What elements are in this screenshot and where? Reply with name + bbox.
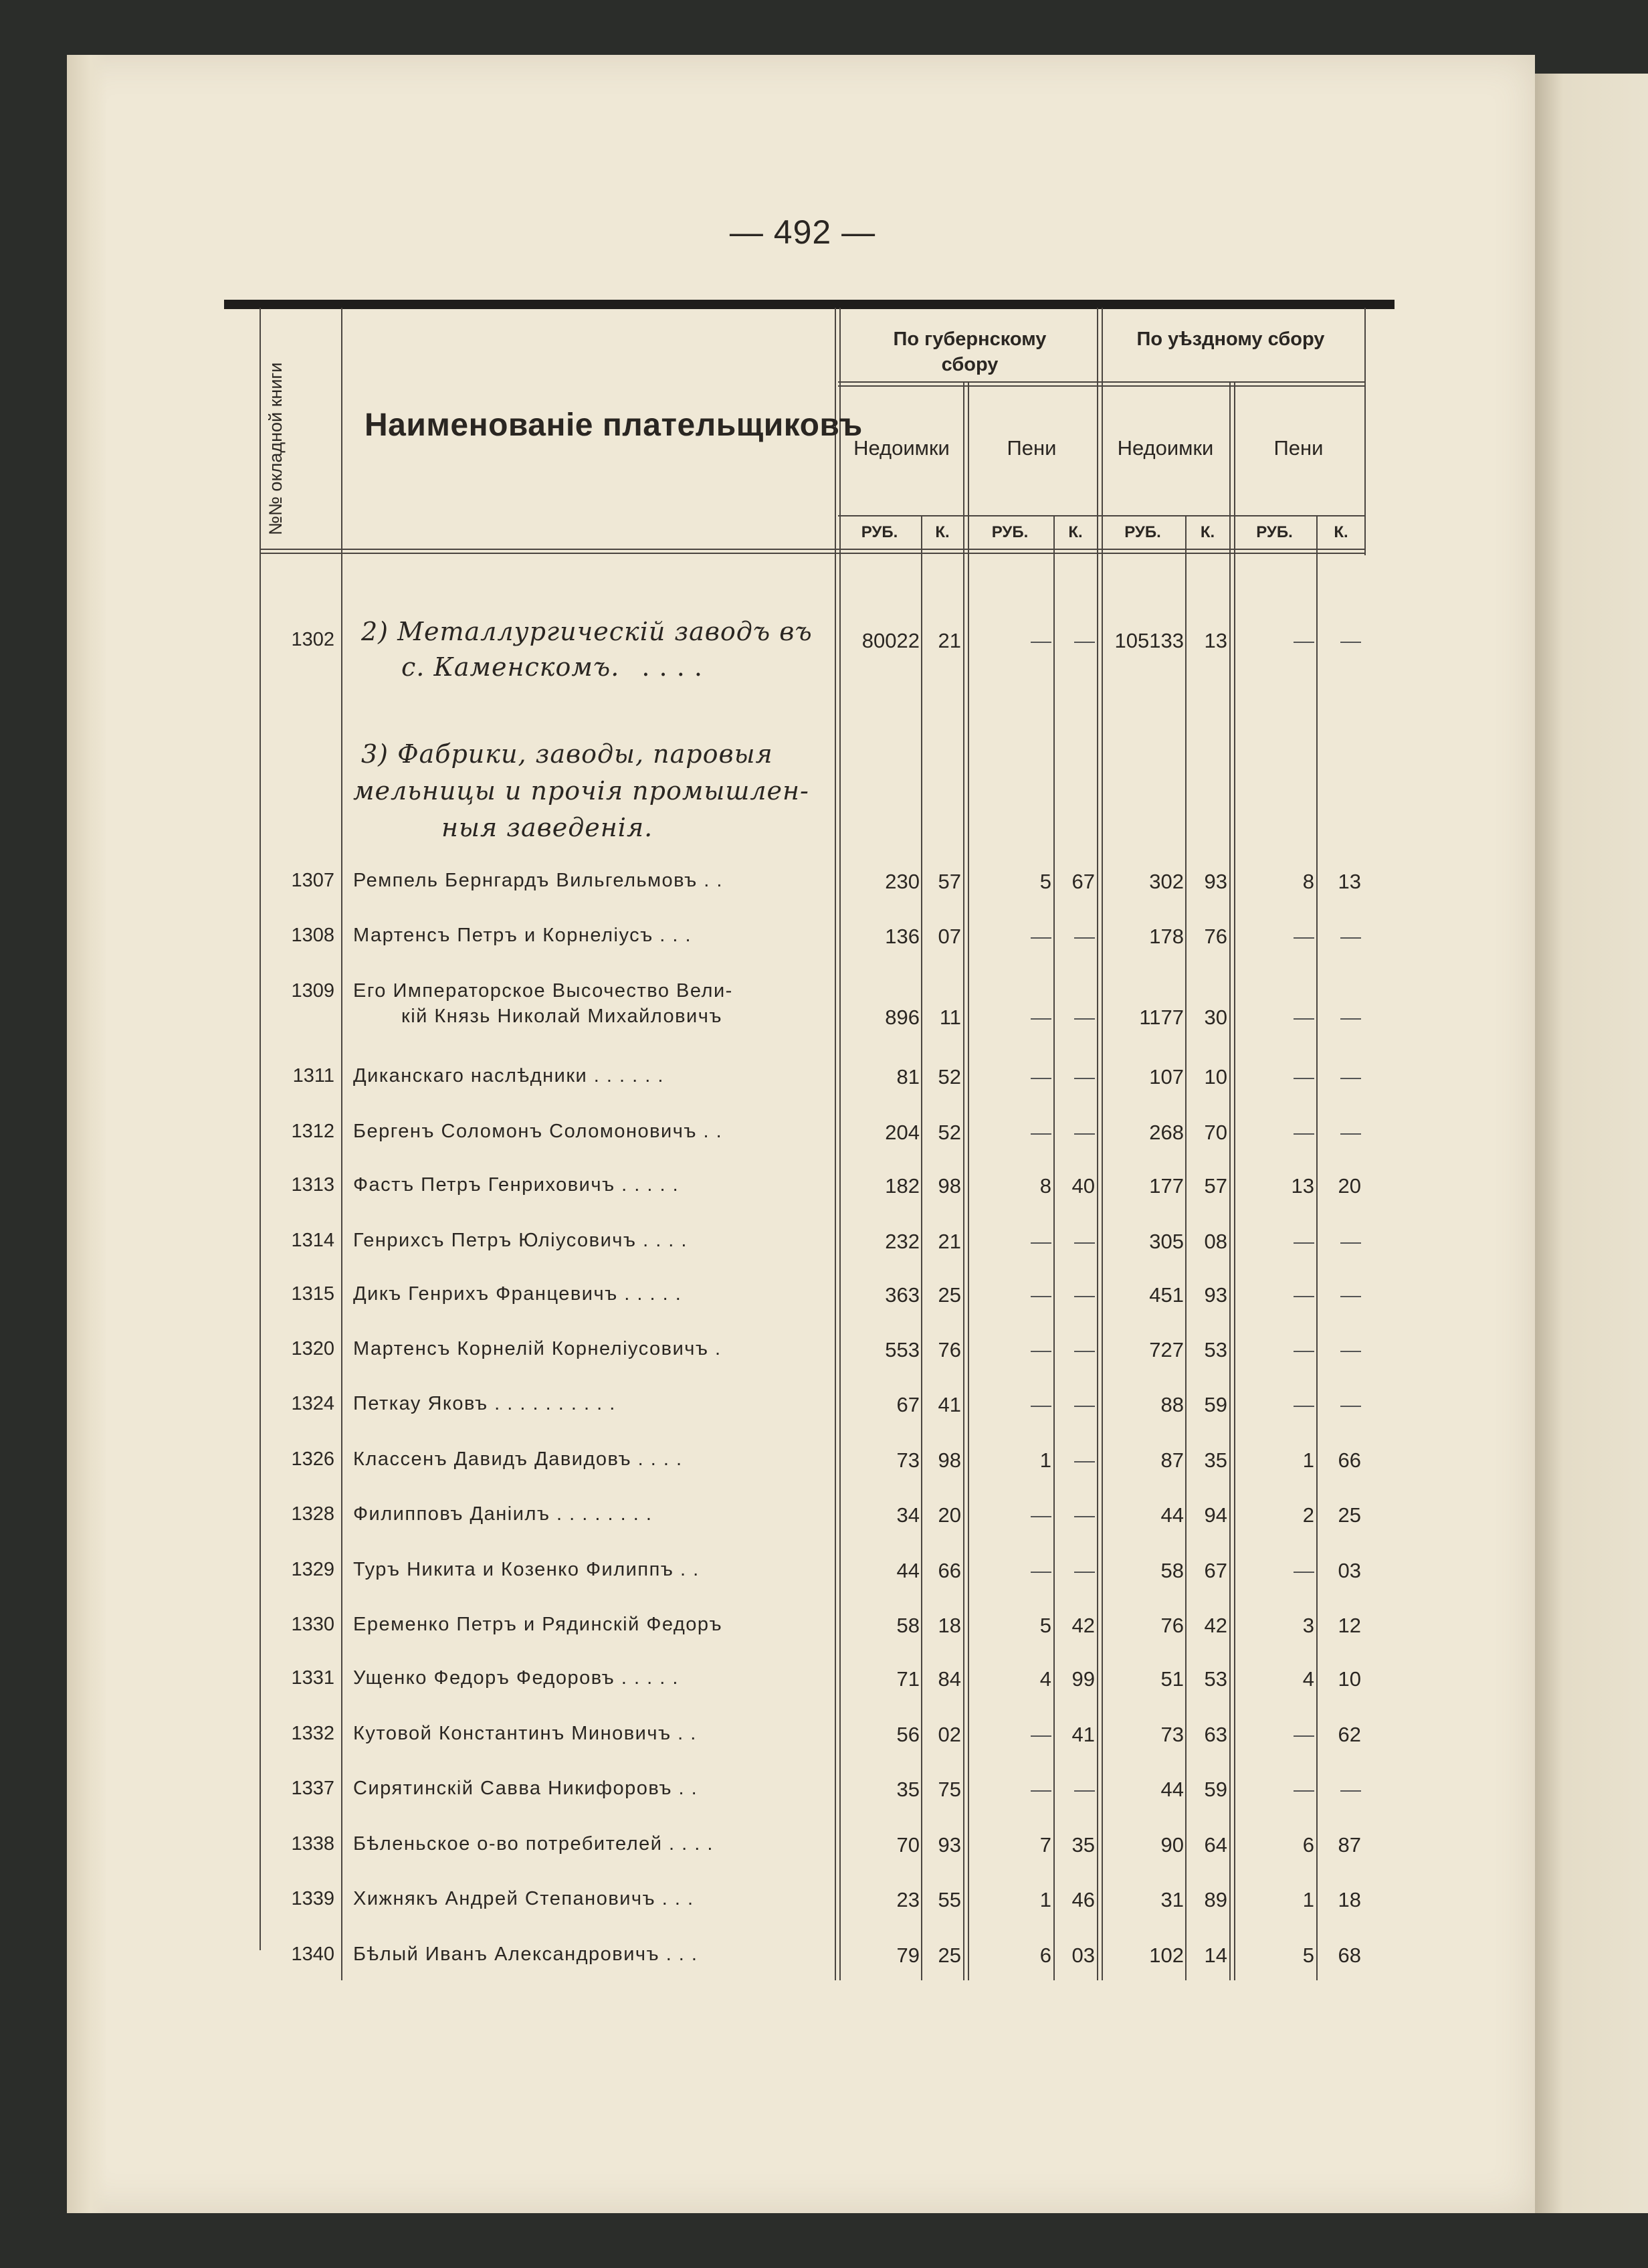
- row-value-gp-k: —: [1074, 1503, 1095, 1527]
- row-value-gp-k: 41: [1071, 1723, 1095, 1746]
- row-value-up-k: —: [1340, 1006, 1361, 1029]
- row-value-up-k: 10: [1338, 1667, 1361, 1691]
- u-arrears-header: Недоимки: [1117, 436, 1214, 460]
- row-value-g-rub: 896: [885, 1006, 920, 1029]
- row-value-g-rub: 56: [896, 1723, 920, 1746]
- row-value-u-rub: 76: [1160, 1614, 1184, 1637]
- row-payer-name: Бѣленьское о-во потребителей . . . .: [353, 1833, 714, 1855]
- row-value-u-rub: 90: [1160, 1833, 1184, 1857]
- g-rub-unit: РУБ.: [861, 523, 898, 541]
- row-book-number: 1315: [291, 1283, 334, 1305]
- row-value-up-k: —: [1340, 1338, 1361, 1361]
- row-value-g-k: 93: [938, 1833, 961, 1857]
- row-value-g-rub: 58: [896, 1614, 920, 1637]
- row-value-up-k: 12: [1338, 1614, 1361, 1637]
- row-value-g-k: 25: [938, 1283, 961, 1307]
- row-book-number: 1339: [291, 1888, 334, 1909]
- row-payer-name: Бѣлый Иванъ Александровичъ . . .: [353, 1944, 698, 1965]
- row-book-number: 1340: [291, 1944, 334, 1965]
- row-value-g-rub: 232: [885, 1230, 920, 1253]
- col-divider-up-kop: [1316, 515, 1318, 1980]
- row-value-gp-k: —: [1074, 1448, 1095, 1472]
- row-value-up-rub: —: [1294, 925, 1314, 948]
- row-value-up-rub: —: [1294, 1283, 1314, 1307]
- row-book-number: 1320: [291, 1338, 334, 1359]
- row-payer-name: Дикъ Генрихъ Францевичъ . . . . .: [353, 1283, 682, 1305]
- row-book-number: 1302: [291, 629, 334, 650]
- row-value-g-rub: 44: [896, 1559, 920, 1582]
- row-value-u-k: 13: [1204, 629, 1227, 652]
- row-payer-name: Сирятинскій Савва Никифоровъ . .: [353, 1778, 698, 1799]
- row-value-g-k: 76: [938, 1338, 961, 1361]
- row-value-u-k: 10: [1204, 1065, 1227, 1089]
- row-value-g-k: 11: [939, 1006, 961, 1029]
- row-value-up-k: 20: [1338, 1174, 1361, 1198]
- row-value-gp-rub: 8: [1039, 1174, 1051, 1198]
- row-value-gp-rub: —: [1031, 1778, 1051, 1801]
- row-value-gp-k: —: [1074, 629, 1095, 652]
- row-value-up-rub: —: [1294, 1006, 1314, 1029]
- row-value-up-k: 66: [1338, 1448, 1361, 1472]
- row-value-u-k: 93: [1204, 1283, 1227, 1307]
- row-value-gp-k: 35: [1071, 1833, 1095, 1857]
- row-value-u-k: 89: [1204, 1888, 1227, 1911]
- row-value-gp-rub: 5: [1039, 870, 1051, 893]
- row-value-u-k: 59: [1204, 1393, 1227, 1416]
- row-value-up-k: 62: [1338, 1723, 1361, 1746]
- row-value-up-k: —: [1340, 925, 1361, 948]
- row-value-gp-k: —: [1074, 1006, 1095, 1029]
- row-value-up-k: —: [1340, 1065, 1361, 1089]
- row-value-u-rub: 51: [1160, 1667, 1184, 1691]
- row-book-number: 1337: [291, 1778, 334, 1799]
- row-book-number: 1314: [291, 1230, 334, 1251]
- row-book-number: 1338: [291, 1833, 334, 1855]
- row-value-up-k: —: [1340, 1230, 1361, 1253]
- row-value-up-k: 13: [1338, 870, 1361, 893]
- row-value-g-rub: 23: [896, 1888, 920, 1911]
- row-value-u-rub: 44: [1160, 1778, 1184, 1801]
- row-value-g-rub: 34: [896, 1503, 920, 1527]
- row-value-gp-k: —: [1074, 925, 1095, 948]
- row-value-g-rub: 230: [885, 870, 920, 893]
- row-value-up-rub: —: [1294, 1338, 1314, 1361]
- g-kop-unit: К.: [935, 523, 950, 541]
- row-value-u-k: 30: [1204, 1006, 1227, 1029]
- row-value-g-rub: 79: [896, 1944, 920, 1967]
- row-value-u-rub: 88: [1160, 1393, 1184, 1416]
- row-value-gp-k: —: [1074, 1338, 1095, 1361]
- row-payer-name: Филипповъ Даніилъ . . . . . . . .: [353, 1503, 653, 1525]
- row-value-g-k: 25: [938, 1944, 961, 1967]
- row-payer-name: Мартенсъ Корнелій Корнеліусовичъ .: [353, 1338, 722, 1359]
- row-value-up-rub: 8: [1302, 870, 1314, 893]
- row-value-up-k: —: [1340, 629, 1361, 652]
- row-value-up-rub: 3: [1302, 1614, 1314, 1637]
- g-penalties-header: Пени: [1007, 436, 1057, 460]
- row-value-u-rub: 451: [1149, 1283, 1184, 1307]
- col-divider-number: [341, 308, 342, 1980]
- col-divider-u-kop: [1185, 515, 1187, 1980]
- row-value-u-rub: 107: [1149, 1065, 1184, 1089]
- row-value-up-rub: 4: [1302, 1667, 1314, 1691]
- row-value-u-k: 67: [1204, 1559, 1227, 1582]
- row-book-number: 1332: [291, 1723, 334, 1744]
- row-value-gp-rub: —: [1031, 1723, 1051, 1746]
- row-book-number: 1313: [291, 1174, 334, 1196]
- row-value-gp-k: —: [1074, 1393, 1095, 1416]
- row-value-u-rub: 102: [1149, 1944, 1184, 1967]
- row-value-up-k: 03: [1338, 1559, 1361, 1582]
- up-kop-unit: К.: [1334, 523, 1348, 541]
- page-number: — 492 —: [729, 213, 876, 251]
- row-value-u-k: 42: [1204, 1614, 1227, 1637]
- row-payer-name: Ущенко Федоръ Федоровъ . . . . .: [353, 1667, 679, 1689]
- row-value-gp-k: 03: [1071, 1944, 1095, 1967]
- row-value-g-k: 02: [938, 1723, 961, 1746]
- row-book-number: 1307: [291, 870, 334, 891]
- row-value-g-rub: 80022: [861, 629, 920, 652]
- row-value-up-rub: —: [1294, 1778, 1314, 1801]
- row-value-gp-rub: 1: [1039, 1448, 1051, 1472]
- row-value-gp-rub: —: [1031, 1338, 1051, 1361]
- u-rub-unit: РУБ.: [1124, 523, 1161, 541]
- row-value-u-rub: 305: [1149, 1230, 1184, 1253]
- row-value-gp-k: —: [1074, 1230, 1095, 1253]
- row-value-up-rub: 2: [1302, 1503, 1314, 1527]
- row-value-g-k: 55: [938, 1888, 961, 1911]
- row-value-g-k: 41: [938, 1393, 961, 1416]
- row-value-up-rub: —: [1294, 1723, 1314, 1746]
- row-value-u-rub: 177: [1149, 1174, 1184, 1198]
- row-value-g-k: 98: [938, 1448, 961, 1472]
- row-value-gp-rub: —: [1031, 1230, 1051, 1253]
- payer-name-header: Наименованіе плательщиковъ: [365, 407, 863, 443]
- row-value-u-k: 59: [1204, 1778, 1227, 1801]
- section-factories-line2: мельницы и прочія промышлен-: [353, 776, 809, 806]
- page-edge-shading: [67, 55, 107, 2213]
- row-value-gp-rub: —: [1031, 1283, 1051, 1307]
- row-value-gp-rub: 1: [1039, 1888, 1051, 1911]
- row-value-gp-k: 67: [1071, 870, 1095, 893]
- row-payer-name: Кутовой Константинъ Миновичъ . .: [353, 1723, 697, 1744]
- row-book-number: 1311: [292, 1065, 334, 1086]
- u-penalties-header: Пени: [1273, 436, 1324, 460]
- row-value-up-k: —: [1340, 1283, 1361, 1307]
- row-value-u-k: 35: [1204, 1448, 1227, 1472]
- u-kop-unit: К.: [1200, 523, 1215, 541]
- row-payer-name: Бергенъ Соломонъ Соломоновичъ . .: [353, 1121, 723, 1142]
- row-book-number: 1331: [291, 1667, 334, 1689]
- row-value-up-k: 68: [1338, 1944, 1361, 1967]
- row-value-u-rub: 73: [1160, 1723, 1184, 1746]
- row-value-u-k: 08: [1204, 1230, 1227, 1253]
- row-value-g-k: 52: [938, 1121, 961, 1144]
- row-value-gp-k: —: [1074, 1121, 1095, 1144]
- row-value-gp-rub: —: [1031, 1065, 1051, 1089]
- row-value-gp-rub: —: [1031, 1121, 1051, 1144]
- row-payer-name: Диканскаго наслѣдники . . . . . .: [353, 1065, 664, 1086]
- top-rule: [224, 300, 1395, 309]
- row-value-gp-k: —: [1074, 1065, 1095, 1089]
- header-unit-rule: [838, 515, 1364, 516]
- row-value-u-rub: 727: [1149, 1338, 1184, 1361]
- row-value-up-k: 18: [1338, 1888, 1361, 1911]
- row-value-u-k: 53: [1204, 1667, 1227, 1691]
- row-value-up-rub: —: [1294, 1393, 1314, 1416]
- row-value-g-k: 66: [938, 1559, 961, 1582]
- row-value-up-k: —: [1340, 1778, 1361, 1801]
- row-value-u-k: 64: [1204, 1833, 1227, 1857]
- row-value-u-rub: 44: [1160, 1503, 1184, 1527]
- gubernia-header: По губернскому сбору: [893, 328, 1047, 375]
- row-value-up-rub: 13: [1291, 1174, 1314, 1198]
- up-rub-unit: РУБ.: [1256, 523, 1293, 541]
- row-value-u-k: 57: [1204, 1174, 1227, 1198]
- row-value-g-k: 98: [938, 1174, 961, 1198]
- row-value-g-rub: 70: [896, 1833, 920, 1857]
- row-value-u-k: 93: [1204, 870, 1227, 893]
- row-value-u-rub: 87: [1160, 1448, 1184, 1472]
- gp-kop-unit: К.: [1068, 523, 1083, 541]
- row-value-up-k: —: [1340, 1393, 1361, 1416]
- row-value-up-rub: 5: [1302, 1944, 1314, 1967]
- row-value-up-k: —: [1340, 1121, 1361, 1144]
- row-payer-name: Мартенсъ Петръ и Корнеліусъ . . .: [353, 925, 692, 946]
- row-value-u-k: 94: [1204, 1503, 1227, 1527]
- row-value-u-k: 76: [1204, 925, 1227, 948]
- row-value-gp-rub: —: [1031, 1393, 1051, 1416]
- row-value-gp-k: 99: [1071, 1667, 1095, 1691]
- row-value-up-rub: —: [1294, 1065, 1314, 1089]
- col-divider-g-pen: [963, 381, 969, 1980]
- row-value-u-rub: 302: [1149, 870, 1184, 893]
- row-value-gp-rub: —: [1031, 629, 1051, 652]
- row-value-g-k: 57: [938, 870, 961, 893]
- table-right-border: [1364, 308, 1366, 555]
- row-value-g-k: 18: [938, 1614, 961, 1637]
- row-value-up-rub: 6: [1302, 1833, 1314, 1857]
- row-value-g-k: 21: [938, 1230, 961, 1253]
- row-value-u-k: 63: [1204, 1723, 1227, 1746]
- row-value-gp-rub: 7: [1039, 1833, 1051, 1857]
- g-arrears-header: Недоимки: [853, 436, 950, 460]
- gp-rub-unit: РУБ.: [991, 523, 1029, 541]
- row-payer-name: Еременко Петръ и Рядинскій Федоръ: [353, 1614, 723, 1635]
- row-book-number: 1329: [291, 1559, 334, 1580]
- row-payer-name-cont: кій Князь Николай Михайловичъ: [401, 1006, 722, 1027]
- row-value-u-rub: 58: [1160, 1559, 1184, 1582]
- row-value-up-rub: —: [1294, 629, 1314, 652]
- row-book-number: 1308: [291, 925, 334, 946]
- adjacent-page-edge: [1535, 74, 1648, 2213]
- row-payer-name: Генрихсъ Петръ Юліусовичъ . . . .: [353, 1230, 688, 1251]
- uezd-header: По уѣздному сбору: [1136, 328, 1325, 350]
- row-payer-name: Хижнякъ Андрей Степановичъ . . .: [353, 1888, 694, 1909]
- row-value-g-rub: 363: [885, 1283, 920, 1307]
- table-left-border: [260, 308, 261, 1950]
- col-divider-g-kop: [921, 515, 922, 1980]
- row-value-g-k: 20: [938, 1503, 961, 1527]
- row-value-u-k: 14: [1204, 1944, 1227, 1967]
- row-value-up-rub: —: [1294, 1230, 1314, 1253]
- row-value-g-k: 07: [938, 925, 961, 948]
- row-payer-name: Классенъ Давидъ Давидовъ . . . .: [353, 1448, 683, 1470]
- row-payer-name: Его Императорское Высочество Вели-: [353, 980, 733, 1002]
- row-value-gp-k: 42: [1071, 1614, 1095, 1637]
- row-value-u-rub: 178: [1149, 925, 1184, 948]
- row-book-number: 1324: [291, 1393, 334, 1414]
- row-value-gp-k: 46: [1071, 1888, 1095, 1911]
- row-value-up-k: 87: [1338, 1833, 1361, 1857]
- row-value-gp-rub: 4: [1039, 1667, 1051, 1691]
- header-bottom-rule: [260, 549, 1364, 554]
- row-value-g-rub: 204: [885, 1121, 920, 1144]
- row-value-g-rub: 182: [885, 1174, 920, 1198]
- row-value-gp-rub: —: [1031, 1559, 1051, 1582]
- row-book-number: 1309: [291, 980, 334, 1002]
- row-value-gp-k: 40: [1071, 1174, 1095, 1198]
- row-value-gp-k: —: [1074, 1559, 1095, 1582]
- row-payer-name: Фастъ Петръ Генриховичъ . . . . .: [353, 1174, 680, 1196]
- header-sub-rule: [838, 381, 1364, 387]
- row-value-g-rub: 35: [896, 1778, 920, 1801]
- row-payer-name: Туръ Никита и Козенко Филиппъ . .: [353, 1559, 700, 1580]
- row-value-gp-rub: —: [1031, 1006, 1051, 1029]
- section-metallurgical-line1: 2) Металлургическій заводъ въ: [361, 617, 813, 646]
- row-book-number: 1330: [291, 1614, 334, 1635]
- row-payer-name: Ремпель Бернгардъ Вильгельмовъ . .: [353, 870, 723, 891]
- row-value-gp-k: —: [1074, 1283, 1095, 1307]
- row-value-up-k: 25: [1338, 1503, 1361, 1527]
- row-value-u-rub: 268: [1149, 1121, 1184, 1144]
- row-value-g-k: 21: [938, 629, 961, 652]
- row-value-u-rub: 31: [1160, 1888, 1184, 1911]
- row-value-g-k: 84: [938, 1667, 961, 1691]
- row-value-up-rub: —: [1294, 1121, 1314, 1144]
- row-value-up-rub: 1: [1302, 1888, 1314, 1911]
- row-value-g-rub: 73: [896, 1448, 920, 1472]
- row-value-u-k: 70: [1204, 1121, 1227, 1144]
- row-book-number: 1312: [291, 1121, 334, 1142]
- row-value-gp-rub: 6: [1039, 1944, 1051, 1967]
- row-value-g-k: 75: [938, 1778, 961, 1801]
- section-metallurgical-line2: с. Каменскомъ. . . . .: [401, 652, 703, 682]
- row-value-up-rub: —: [1294, 1559, 1314, 1582]
- row-value-g-rub: 81: [896, 1065, 920, 1089]
- row-value-u-k: 53: [1204, 1338, 1227, 1361]
- section-factories-line3: ныя заведенія.: [441, 813, 653, 842]
- row-payer-name: Петкау Яковъ . . . . . . . . . .: [353, 1393, 616, 1414]
- col-divider-gp-kop: [1053, 515, 1055, 1980]
- row-value-g-rub: 67: [896, 1393, 920, 1416]
- row-value-g-rub: 553: [885, 1338, 920, 1361]
- row-value-g-rub: 136: [885, 925, 920, 948]
- section-factories-line1: 3) Фабрики, заводы, паровыя: [361, 739, 773, 769]
- row-value-g-k: 52: [938, 1065, 961, 1089]
- row-value-gp-k: —: [1074, 1778, 1095, 1801]
- row-value-gp-rub: —: [1031, 925, 1051, 948]
- row-value-up-rub: 1: [1302, 1448, 1314, 1472]
- row-book-number: 1326: [291, 1448, 334, 1470]
- row-book-number: 1328: [291, 1503, 334, 1525]
- row-value-gp-rub: 5: [1039, 1614, 1051, 1637]
- row-value-gp-rub: —: [1031, 1503, 1051, 1527]
- row-value-u-rub: 105133: [1114, 629, 1184, 652]
- row-value-g-rub: 71: [896, 1667, 920, 1691]
- row-value-u-rub: 1177: [1139, 1006, 1184, 1029]
